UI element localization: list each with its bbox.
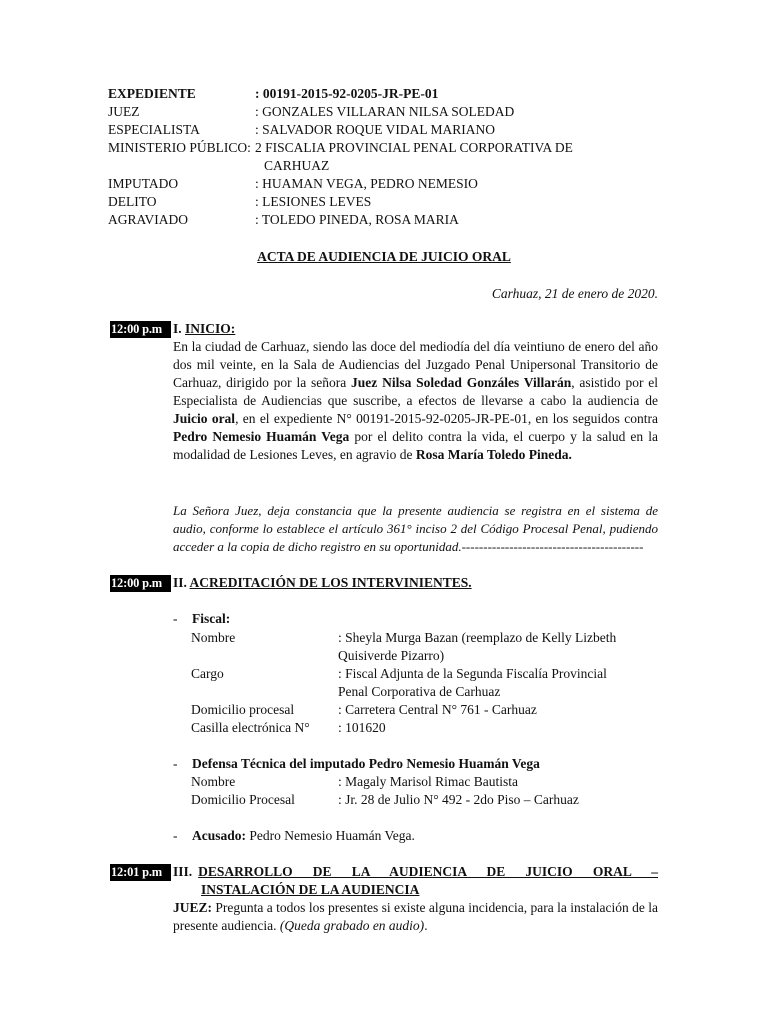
bullet-dash: - xyxy=(173,828,178,843)
section-heading-desarrollo xyxy=(173,863,658,899)
hearing-type: Juicio oral xyxy=(173,411,236,426)
header-label: DELITO xyxy=(108,194,157,209)
fiscal-row-nombre xyxy=(191,629,661,665)
header-label: EXPEDIENTE xyxy=(108,86,196,101)
section-heading-text: INSTALACIÓN DE LA AUDIENCIA xyxy=(201,882,420,897)
header-value-continued: CARHUAZ xyxy=(264,158,330,173)
header-label: IMPUTADO xyxy=(108,176,179,191)
field-value: : Fiscal Adjunta de la Segunda Fiscalía Provincial xyxy=(338,666,607,681)
section-number: II. xyxy=(173,575,187,590)
field-value: : 101620 xyxy=(338,720,386,735)
header-label: ESPECIALISTA xyxy=(108,122,200,137)
text-run: Pregunta a todos los presentes si existe alguna incidencia, para la instalación de la presente audiencia. xyxy=(173,900,658,933)
text-run: , en el expediente N° 00191-2015-92-0205-JR-PE-01, en los seguidos contra xyxy=(235,411,658,426)
section-heading-inicio xyxy=(173,320,235,338)
section-number: III. xyxy=(173,864,193,879)
header-row-expediente xyxy=(108,85,668,103)
bullet-content xyxy=(192,827,415,845)
field-value-continued: Quisiverde Pizarro) xyxy=(338,648,445,663)
bullet-dash: - xyxy=(173,611,178,626)
defensa-row-domicilio xyxy=(191,791,661,809)
header-row-delito xyxy=(108,193,668,211)
field-key: Domicilio procesal xyxy=(191,702,295,717)
section-heading-text: ACREDITACIÓN DE LOS INTERVINIENTES. xyxy=(189,575,472,590)
text-run: , asistido por el Especialista de Audiencias que suscribe, a efectos de llevarse a cabo la audiencia de xyxy=(173,375,658,408)
text-run: . xyxy=(424,918,428,933)
field-value: : Sheyla Murga Bazan (reemplazo de Kelly Lizbeth xyxy=(338,630,617,645)
time-badge: 12:01 p.m xyxy=(110,864,171,881)
text-run: En la ciudad de Carhuaz, siendo las doce del mediodía del día veintiuno de enero del año dos mil veinte, en la Sala de Audiencias del Juzgado Penal Unipersonal Transitorio de Carhuaz, dirigido por la señora xyxy=(173,339,658,390)
header-value: : 00191-2015-92-0205-JR-PE-01 xyxy=(255,86,439,101)
header-value: : SALVADOR ROQUE VIDAL MARIANO xyxy=(255,122,496,137)
header-value: : LESIONES LEVES xyxy=(255,194,372,209)
defendant-name: Pedro Nemesio Huamán Vega xyxy=(173,429,350,444)
field-key: Nombre xyxy=(191,774,236,789)
fiscal-row-cargo xyxy=(191,665,661,701)
header-row-imputado xyxy=(108,175,668,193)
document-title: ACTA DE AUDIENCIA DE JUICIO ORAL xyxy=(257,249,511,264)
case-header xyxy=(108,85,668,229)
inicio-paragraph xyxy=(173,338,658,464)
fiscal-row-domicilio xyxy=(191,701,661,719)
field-value-wrap xyxy=(338,665,661,701)
audio-record-note: La Señora Juez, deja constancia que la presente audiencia se registra en el sistema de audio, conforme lo establece el artículo 361° inciso 2 del Código Procesal Penal, pudiendo acceder a la copia de dicho registro en su oportunidad.------------------------------------------ xyxy=(173,503,658,554)
section-heading-line xyxy=(173,881,658,899)
judge-name: Juez Nilsa Soledad Gonzáles Villarán xyxy=(351,375,572,390)
field-key: Casilla electrónica N° xyxy=(191,720,310,735)
fiscal-row-casilla xyxy=(191,719,661,737)
field-key: Domicilio Procesal xyxy=(191,792,295,807)
field-value: : Jr. 28 de Julio N° 492 - 2do Piso – Carhuaz xyxy=(338,792,579,807)
header-label: AGRAVIADO xyxy=(108,212,189,227)
section-heading-text: INICIO: xyxy=(185,321,236,336)
field-value: : Carretera Central N° 761 - Carhuaz xyxy=(338,702,537,717)
header-value: : GONZALES VILLARAN NILSA SOLEDAD xyxy=(255,104,515,119)
header-row-especialista xyxy=(108,121,668,139)
header-value: : TOLEDO PINEDA, ROSA MARIA xyxy=(255,212,459,227)
field-key: Cargo xyxy=(191,666,224,681)
section-heading-text: DESARROLLO DE LA AUDIENCIA DE JUICIO ORAL – xyxy=(198,864,658,879)
field-key: Nombre xyxy=(191,630,236,645)
header-value: : HUAMAN VEGA, PEDRO NEMESIO xyxy=(255,176,478,191)
field-value-continued: Penal Corporativa de Carhuaz xyxy=(338,684,501,699)
bullet-dash: - xyxy=(173,756,178,771)
bullet-label: Acusado: xyxy=(192,828,247,843)
time-badge: 12:00 p.m xyxy=(110,321,171,338)
speaker-label: JUEZ: xyxy=(173,900,213,915)
header-value-wrap xyxy=(255,139,668,175)
header-label: JUEZ xyxy=(108,104,140,119)
header-label: MINISTERIO PÚBLICO: xyxy=(108,140,251,155)
desarrollo-paragraph xyxy=(173,899,658,935)
audio-note: (Queda grabado en audio) xyxy=(279,918,425,933)
section-number: I. xyxy=(173,321,182,336)
bullet-label: Defensa Técnica del imputado Pedro Nemesio Huamán Vega xyxy=(192,756,540,771)
place-and-date: Carhuaz, 21 de enero de 2020. xyxy=(491,286,658,301)
bullet-value: Pedro Nemesio Huamán Vega. xyxy=(246,828,415,843)
victim-name: Rosa María Toledo Pineda. xyxy=(415,447,572,462)
text-run: por el delito contra la vida, el cuerpo y la salud en la modalidad de Lesiones Leves, en agravio de xyxy=(173,429,658,462)
field-value: : Magaly Marisol Rimac Bautista xyxy=(338,774,518,789)
header-value: 2 FISCALIA PROVINCIAL PENAL CORPORATIVA DE xyxy=(255,140,573,155)
defensa-row-nombre xyxy=(191,773,661,791)
time-badge: 12:00 p.m xyxy=(110,575,171,592)
field-value-wrap xyxy=(338,629,661,665)
header-row-agraviado xyxy=(108,211,668,229)
section-heading-acreditacion xyxy=(173,574,472,592)
section-heading-line xyxy=(173,863,658,881)
bullet-label: Fiscal: xyxy=(192,611,231,626)
header-row-ministerio xyxy=(108,139,668,175)
header-row-juez xyxy=(108,103,668,121)
